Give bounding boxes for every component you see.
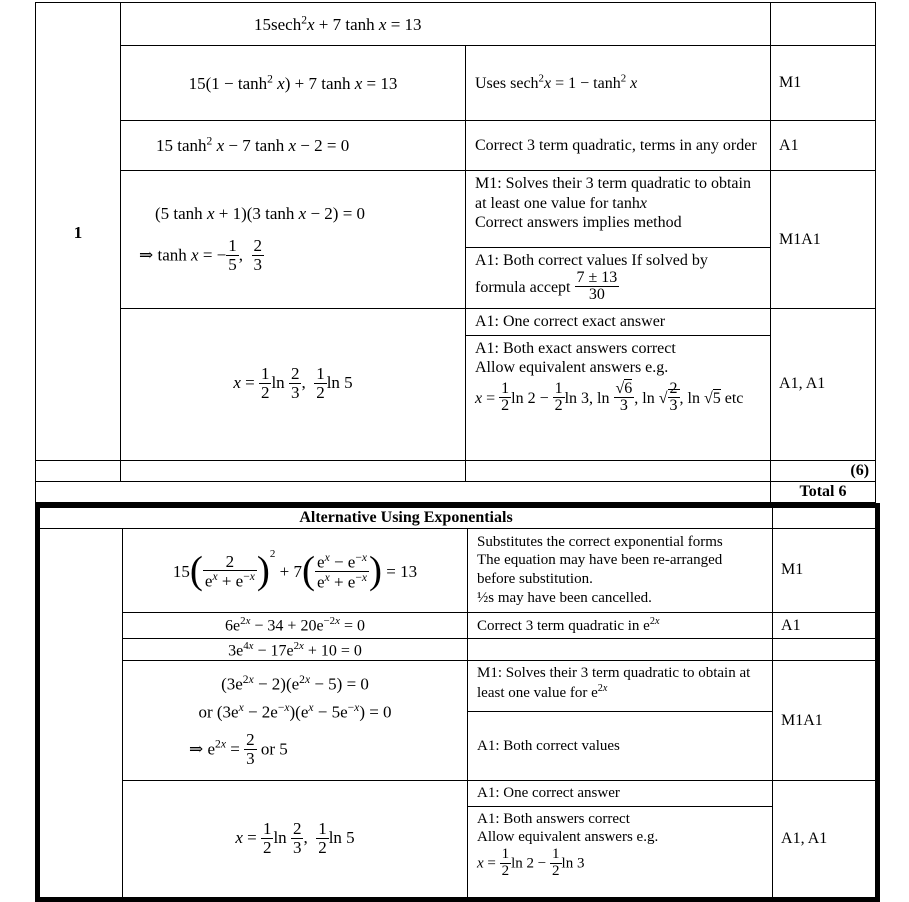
working-formula: x = $\frac{1}{2}$ ln $\frac{2}{3}$ , $\frac{1}{2}$ ln 5 bbox=[233, 364, 353, 402]
empty-mark-cell bbox=[773, 505, 878, 528]
note-text: ½s may have been cancelled. bbox=[477, 589, 652, 606]
mark-cell: M1A1 bbox=[773, 661, 878, 781]
mark-cell: A1, A1 bbox=[771, 309, 876, 461]
row-total bbox=[36, 481, 876, 502]
alternative-method-table bbox=[35, 503, 880, 902]
working-cell bbox=[123, 528, 468, 612]
working-line-1: (5 tanh x + 1)(3 tanh x − 2) = 0 bbox=[155, 204, 366, 224]
note-text: Correct answers implies method bbox=[475, 214, 682, 232]
note-a1-block: A1: Both correct values bbox=[468, 711, 772, 780]
note-a1-second-block bbox=[466, 335, 770, 460]
note-text: A1: Both answers correct bbox=[477, 810, 630, 827]
note-m1-block: M1: Solves their 3 term quadratic to obtain at least one value for $e^{2x}$ bbox=[477, 665, 751, 701]
note-text: Substitutes the correct exponential forms bbox=[477, 533, 723, 550]
working-cell: $3e^{4x} - 17e^{2x} + 10 = 0$ bbox=[123, 639, 468, 661]
question-statement-cell bbox=[121, 3, 771, 46]
question-number-cell: 1 bbox=[36, 3, 121, 461]
empty-cell bbox=[36, 481, 771, 502]
note-cell: Correct 3 term quadratic in $e^{2x}$ bbox=[468, 612, 773, 639]
note-cell bbox=[466, 309, 771, 461]
row-alternative-answers bbox=[38, 781, 878, 899]
working-cell: $6e^{2x} - 34 + 20e^{-2x} = 0$ bbox=[123, 612, 468, 639]
empty-note-cell bbox=[468, 639, 773, 661]
note-m1-block bbox=[466, 171, 770, 247]
note-text: Uses $\sec h^2x = 1 - \tanh^2 x$ bbox=[475, 72, 638, 92]
row-solve-exponential-quadratic bbox=[38, 661, 878, 781]
working-cell bbox=[121, 121, 466, 171]
note-text: A1: Both correct values If solved by formula accept $\frac{7 \pm 13}{30}$ bbox=[475, 252, 708, 304]
row-identity-substitution bbox=[36, 46, 876, 121]
mark-cell: M1 bbox=[773, 528, 878, 612]
note-text: Allow equivalent answers e.g. bbox=[477, 828, 659, 845]
working-cell bbox=[123, 781, 468, 899]
total-label: Total 6 bbox=[771, 481, 876, 502]
question-header-row bbox=[36, 3, 876, 46]
note-text: Allow equivalent answers e.g. bbox=[475, 359, 669, 377]
note-cell bbox=[466, 171, 771, 309]
mark-cell: M1 bbox=[771, 46, 876, 121]
row-three-term-quadratic bbox=[36, 121, 876, 171]
note-equivalents-formula: x = $\frac{1}{2}$ ln 2 − $\frac{1}{2}$ ln 3, ln $\frac{√6}{3}$ , ln √ $\frac{2}{3}$ , ln √5 etc bbox=[475, 379, 744, 415]
row-quadratic-rearranged bbox=[38, 639, 878, 661]
working-cell bbox=[121, 46, 466, 121]
working-line-3: ⇒ $e^{2x}$ = $\frac{2}{3}$ or 5 bbox=[189, 730, 288, 769]
note-equivalents-formula: x = $\frac{1}{2}$ ln 2 − $\frac{1}{2}$ ln 3 bbox=[477, 846, 585, 880]
note-text: Correct 3 term quadratic, terms in any order bbox=[475, 136, 757, 154]
mark-cell: A1 bbox=[773, 612, 878, 639]
row-solve-quadratic bbox=[36, 171, 876, 309]
question-mark-count: (6) bbox=[771, 460, 876, 481]
row-exact-answers bbox=[36, 309, 876, 461]
note-a1-second-block bbox=[468, 806, 772, 897]
note-cell bbox=[466, 46, 771, 121]
note-a1-first-block: A1: One correct exact answer bbox=[475, 313, 666, 331]
note-a1-block bbox=[466, 247, 770, 308]
empty-mark-cell bbox=[773, 639, 878, 661]
mark-cell: A1 bbox=[771, 121, 876, 171]
mark-cell: M1A1 bbox=[771, 171, 876, 309]
working-cell bbox=[121, 309, 466, 461]
working-formula: $15(1 - \tanh^2 x) + 7$ tanh x = 13 bbox=[188, 72, 398, 93]
mark-cell: A1, A1 bbox=[773, 781, 878, 899]
working-formula: 15( $\frac{2}{e^x + e^{-x}}$ )$^2$ + 7( $\frac{e^x - e^{-x}}{e^x + e^{-x}}$ ) = 13 bbox=[172, 547, 418, 592]
note-cell bbox=[468, 528, 773, 612]
working-formula: 15 $\tanh^2 x - 7$ tanh x − 2 = 0 bbox=[156, 134, 350, 156]
mark-scheme-table bbox=[35, 2, 876, 503]
question-equation: 15sech$^2$x + 7 tanh x = 13 bbox=[254, 13, 422, 34]
empty-cell bbox=[121, 460, 466, 481]
working-cell bbox=[123, 661, 468, 781]
note-cell bbox=[468, 781, 773, 899]
working-formula: x = $\frac{1}{2}$ ln $\frac{2}{3}$ , $\frac{1}{2}$ ln 5 bbox=[235, 818, 355, 857]
note-cell bbox=[466, 121, 771, 171]
working-line-2: or $(3e^x - 2e^{-x})(e^x - 5e^{-x}) = 0$ bbox=[198, 700, 392, 722]
alternative-title: Alternative Using Exponentials bbox=[38, 505, 773, 528]
row-exponential-substitution bbox=[38, 528, 878, 612]
row-question-marks bbox=[36, 460, 876, 481]
empty-cell bbox=[466, 460, 771, 481]
working-line-1: $(3e^{2x} - 2)(e^{2x} - 5) = 0$ bbox=[221, 672, 369, 694]
note-a1-first-block: A1: One correct answer bbox=[477, 785, 620, 802]
marks-header-cell bbox=[771, 3, 876, 46]
working-line-2: ⇒ tanh x = − $\frac{1}{5}$ , $\frac{2}{3}$ bbox=[139, 236, 262, 275]
note-text: M1: Solves their 3 term quadratic to obtain at least one value for tanhx bbox=[475, 175, 751, 212]
alternative-title-row bbox=[38, 505, 878, 528]
note-text: A1: Both exact answers correct bbox=[475, 339, 676, 357]
working-cell bbox=[121, 171, 466, 309]
note-cell bbox=[468, 661, 773, 781]
empty-cell bbox=[36, 460, 121, 481]
row-quadratic-in-e2x bbox=[38, 612, 878, 639]
question-number-spacer-cell bbox=[38, 528, 123, 899]
note-text: The equation may have been re-arranged before substitution. bbox=[477, 552, 723, 588]
